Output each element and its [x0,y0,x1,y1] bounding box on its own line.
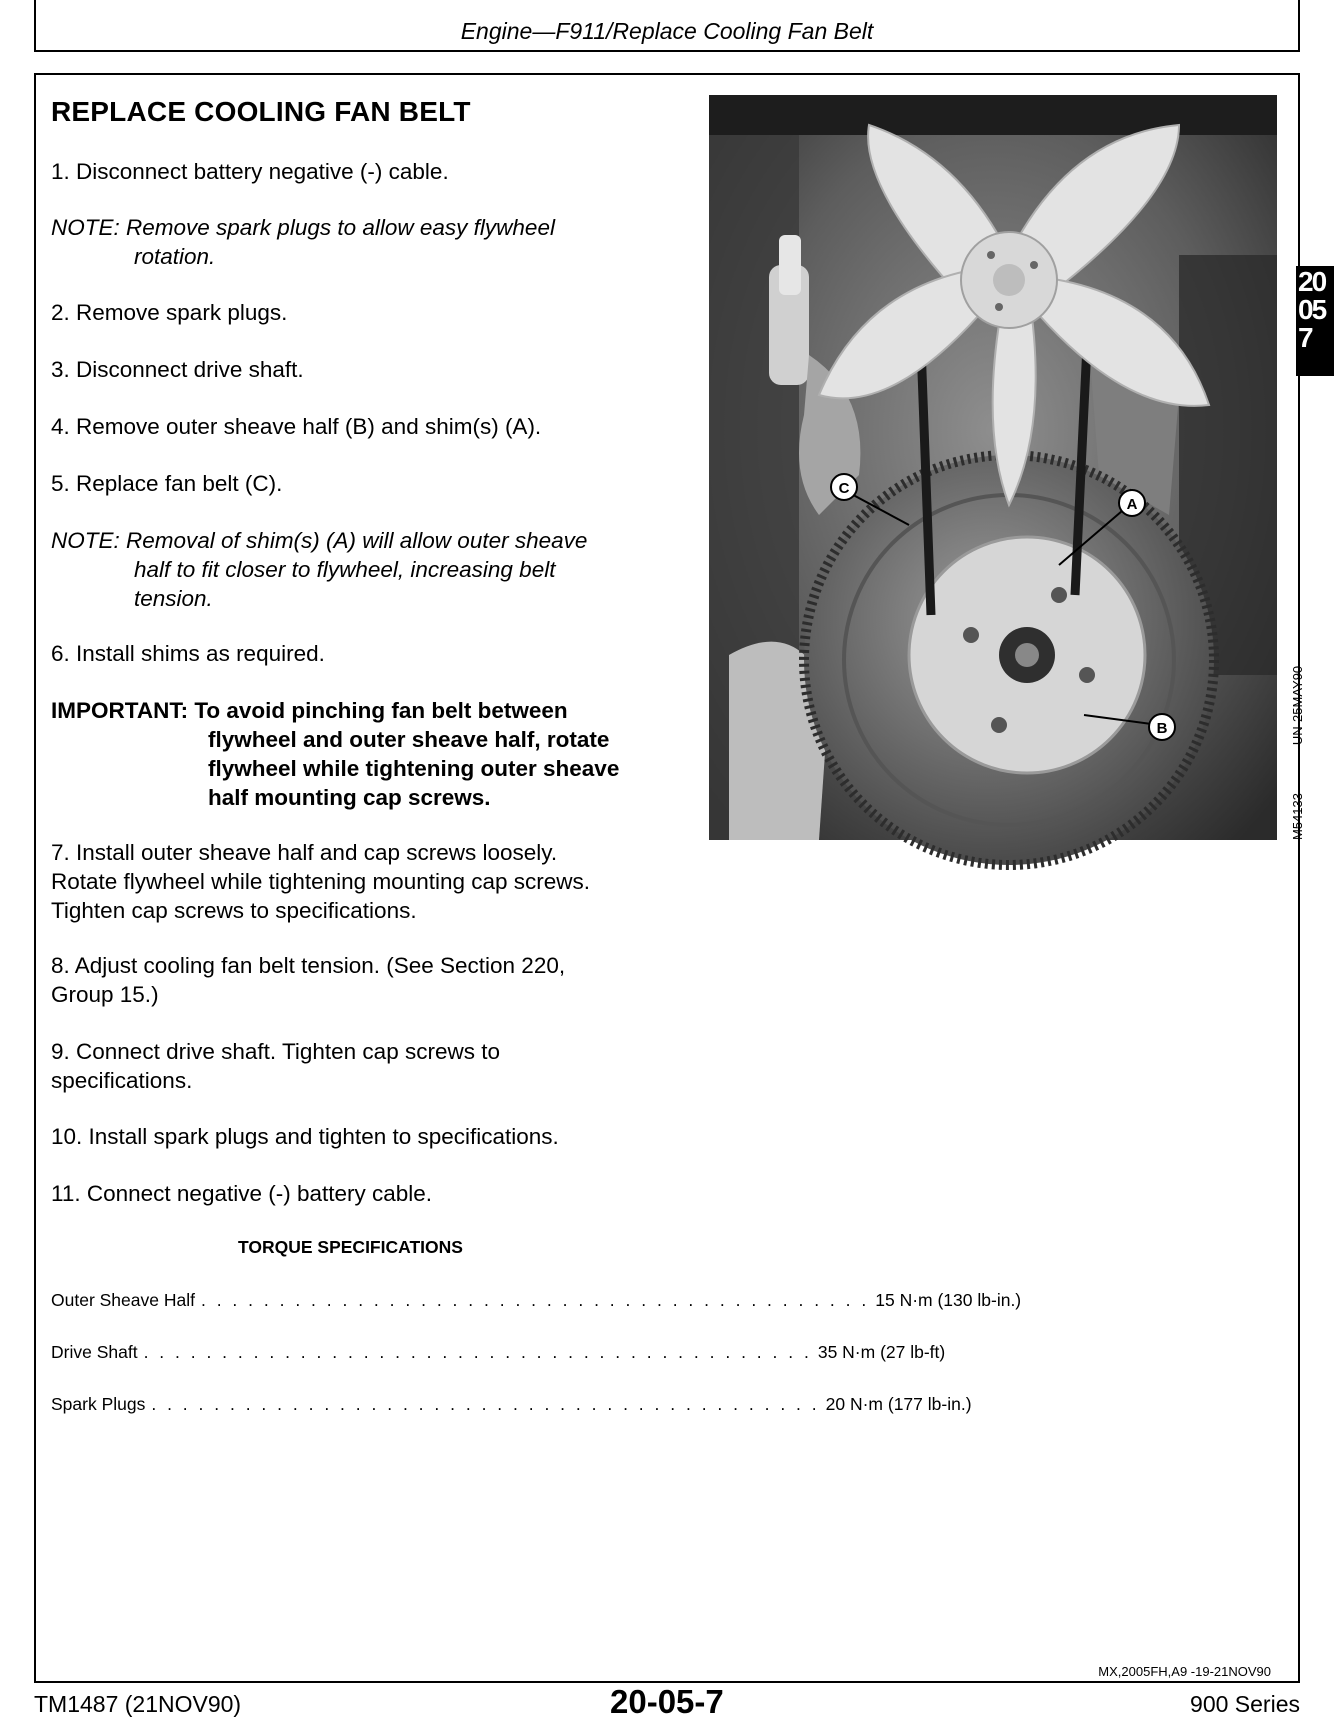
note-2-line-1: NOTE: Removal of shim(s) (A) will allow outer sheave [51,528,588,553]
header-title: Engine—F911/Replace Cooling Fan Belt [460,18,874,44]
footer-manual-id: TM1487 (21NOV90) [34,1691,242,1717]
note-1 [51,213,555,271]
spec-value: 35 N·m (27 lb-ft) [817,1342,946,1362]
step-2: 2. Remove spark plugs. [51,300,288,325]
important-line-2: flywheel and outer sheave half, rotate [208,727,610,752]
step-6: 6. Install shims as required. [51,641,325,666]
section-tab-line-2: 05 [1298,294,1326,325]
step-3: 3. Disconnect drive shaft. [51,357,304,382]
callout-b: B [1156,720,1168,737]
leader-dots: . . . . . . . . . . . . . . . . . . . . . . . . . . . . . . . . . . . . . . . . . . . [143,1342,812,1362]
important-line-4: half mounting cap screws. [208,785,491,810]
spec-row [51,1290,1022,1311]
step-1: 1. Disconnect battery negative (-) cable. [51,159,449,184]
engine-fan-belt-photo [709,95,1277,840]
note-1-line-2: rotation. [134,244,216,269]
figure-id: M54133 -UN-25MAY90 [1290,665,1305,840]
section-tab [1296,266,1334,376]
spec-label: Spark Plugs [51,1394,146,1414]
leader-dots: . . . . . . . . . . . . . . . . . . . . . . . . . . . . . . . . . . . . . . . . . . . [151,1394,820,1414]
important-note [51,696,619,812]
important-line-3: flywheel while tightening outer sheave [208,756,620,781]
leader-dots: . . . . . . . . . . . . . . . . . . . . . . . . . . . . . . . . . . . . . . . . . . . [200,1290,870,1310]
section-tab-line-3: 7 [1298,322,1312,353]
step-11: 11. Connect negative (-) battery cable. [51,1181,433,1206]
callout-a: A [1126,496,1138,513]
spec-row [51,1342,946,1363]
page-header [34,0,1300,52]
important-line-1: IMPORTANT: To avoid pinching fan belt between [51,698,568,723]
step-7-line-3: Tighten cap screws to specifications. [51,898,417,923]
note-1-line-1: NOTE: Remove spark plugs to allow easy flywheel [51,215,555,240]
spec-value: 15 N·m (130 lb-in.) [875,1290,1022,1310]
step-8 [51,951,565,1009]
footer-series: 900 Series [1190,1691,1300,1717]
step-4: 4. Remove outer sheave half (B) and shim(s) (A). [51,414,542,439]
step-7-line-1: 7. Install outer sheave half and cap screws loosely. [51,840,558,865]
note-2-line-3: tension. [134,586,213,611]
page-title: REPLACE COOLING FAN BELT [51,96,471,127]
spec-value: 20 N·m (177 lb-in.) [825,1394,972,1414]
step-7 [51,838,590,925]
section-tab-line-1: 20 [1298,266,1326,297]
step-5: 5. Replace fan belt (C). [51,471,283,496]
step-7-line-2: Rotate flywheel while tightening mounting cap screws. [51,869,591,894]
step-8-line-1: 8. Adjust cooling fan belt tension. (See Section 220, [51,953,566,978]
note-2 [51,526,587,613]
reference-code: MX,2005FH,A9 -19-21NOV90 [1098,1664,1271,1679]
spec-row [51,1394,972,1415]
note-2-line-2: half to fit closer to flywheel, increasing belt [134,557,556,582]
step-9-line-1: 9. Connect drive shaft. Tighten cap screws to [51,1039,500,1064]
torque-table-title: TORQUE SPECIFICATIONS [238,1237,463,1257]
step-9 [51,1037,500,1095]
step-10: 10. Install spark plugs and tighten to specifications. [51,1124,559,1149]
spec-label: Outer Sheave Half [51,1290,195,1310]
page-number: 20-05-7 [610,1683,724,1720]
step-8-line-2: Group 15.) [51,982,159,1007]
step-9-line-2: specifications. [51,1068,193,1093]
callout-c: C [838,480,850,497]
spec-label: Drive Shaft [51,1342,138,1362]
